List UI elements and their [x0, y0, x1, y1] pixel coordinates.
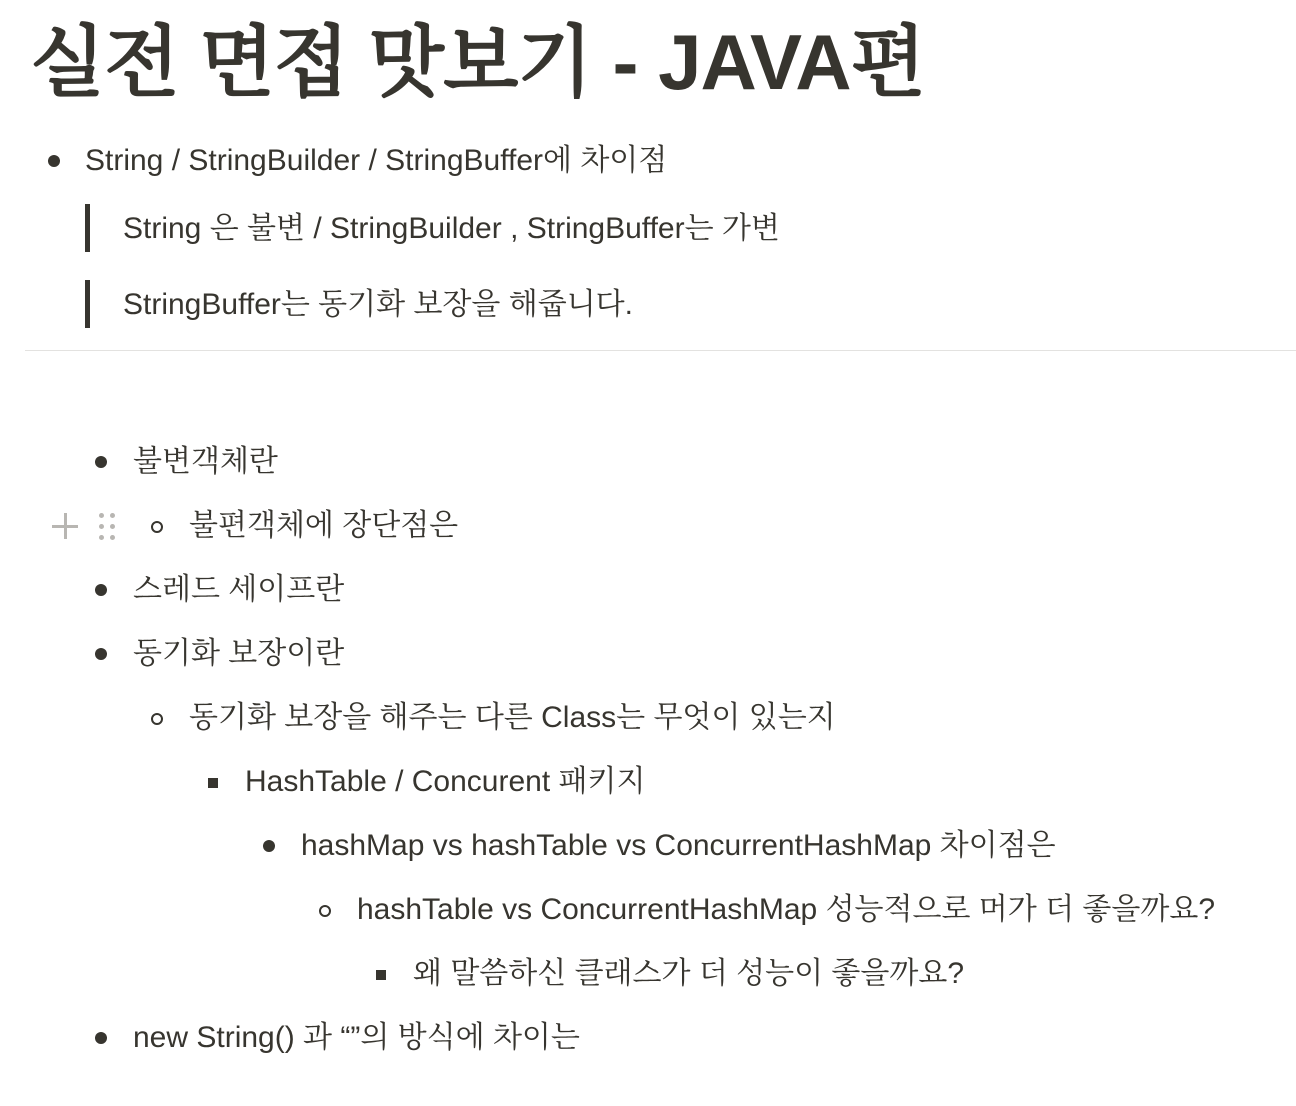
list-item[interactable]: 왜 말씀하신 클래스가 더 성능이 좋을까요?	[413, 957, 965, 990]
list-item[interactable]: hashTable vs ConcurrentHashMap 성능적으로 머가 더 좋을까요?	[357, 893, 1216, 926]
list-item[interactable]: hashMap vs hashTable vs ConcurrentHashMap 차이점은	[301, 829, 1056, 862]
quote-text[interactable]: String 은 불변 / StringBuilder , StringBuffer는 가변	[123, 212, 780, 245]
bullet-square-icon	[208, 778, 218, 788]
quote-text[interactable]: StringBuffer는 동기화 보장을 해줍니다.	[123, 288, 633, 321]
list-item[interactable]: HashTable / Concurent 패키지	[245, 765, 646, 798]
bullet-square-icon	[376, 970, 386, 980]
list-item[interactable]: 스레드 세이프란	[133, 573, 345, 606]
list-item[interactable]: String / StringBuilder / StringBuffer에 차이점	[85, 144, 668, 177]
list-item[interactable]: 동기화 보장이란	[133, 637, 345, 670]
bullet-disc-icon	[263, 840, 275, 852]
list-item[interactable]: 불편객체에 장단점은	[189, 509, 459, 542]
quote-bar	[85, 204, 90, 252]
bullet-disc-icon	[95, 584, 107, 596]
divider	[25, 350, 1296, 351]
quote-bar	[85, 280, 90, 328]
list-item[interactable]: 동기화 보장을 해주는 다른 Class는 무엇이 있는지	[189, 701, 836, 734]
bullet-circle-icon	[151, 713, 163, 725]
bullet-disc-icon	[95, 456, 107, 468]
plus-icon[interactable]	[50, 508, 80, 544]
bullet-circle-icon	[319, 905, 331, 917]
bullet-disc-icon	[48, 155, 60, 167]
bullet-disc-icon	[95, 1032, 107, 1044]
page-title: 실전 면접 맛보기 - JAVA편	[30, 18, 925, 106]
bullet-circle-icon	[151, 521, 163, 533]
drag-handle-icon[interactable]	[97, 511, 119, 543]
list-item[interactable]: new String() 과 “”의 방식에 차이는	[133, 1021, 580, 1054]
list-item[interactable]: 불변객체란	[133, 445, 278, 478]
bullet-disc-icon	[95, 648, 107, 660]
